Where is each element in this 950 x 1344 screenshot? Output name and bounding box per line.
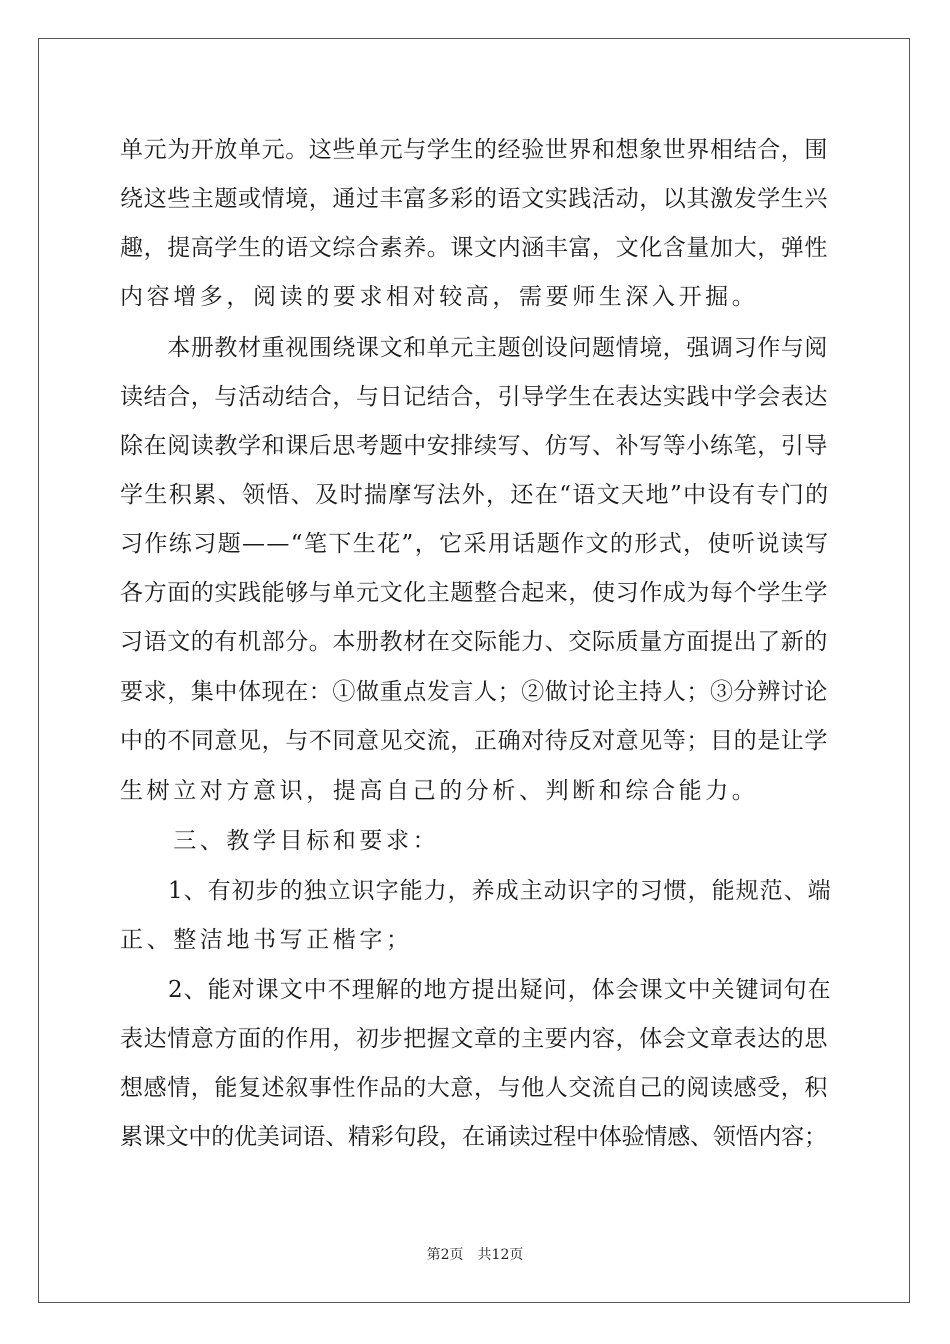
section-heading: 三、教学目标和要求：	[120, 828, 440, 854]
page-number: 第2页 共12页	[426, 1247, 524, 1263]
text-line: 生树立对方意识，提高自己的分析、判断和综合能力。	[120, 778, 759, 804]
text-line: 想感情，能复述叙事性作品的大意，与他人交流自己的阅读感受，积	[120, 1075, 828, 1101]
text-line: 习作练习题——“笔下生花”，它采用话题作文的形式，使听说读写	[120, 531, 830, 557]
text-line: 正、整洁地书写正楷字；	[120, 927, 413, 953]
text-line: 各方面的实践能够与单元文化主题整合起来，使习作成为每个学生学	[120, 580, 828, 606]
text-line: 本册教材重视围绕课文和单元主题创设问题情境，强调习作与阅	[120, 335, 828, 361]
text-line: 单元为开放单元。这些单元与学生的经验世界和想象世界相结合，围	[120, 137, 828, 163]
text-line: 除在阅读教学和课后思考题中安排续写、仿写、补写等小练笔，引导	[120, 433, 828, 459]
page-footer	[0, 1245, 950, 1265]
text-line: 读结合，与活动结合，与日记结合，引导学生在表达实践中学会表达	[120, 384, 828, 410]
text-line: 习语文的有机部分。本册教材在交际能力、交际质量方面提出了新的	[120, 629, 828, 655]
text-line: 要求，集中体现在：①做重点发言人；②做讨论主持人；③分辨讨论	[120, 679, 828, 705]
text-line: 趣，提高学生的语文综合素养。课文内涵丰富，文化含量加大，弹性	[120, 235, 828, 261]
text-line: 表达情意方面的作用，初步把握文章的主要内容，体会文章表达的思	[120, 1026, 828, 1052]
text-line: 中的不同意见，与不同意见交流，正确对待反对意见等；目的是让学	[120, 728, 828, 754]
text-line: 2、能对课文中不理解的地方提出疑问，体会课文中关键词句在	[120, 977, 832, 1003]
text-line: 1、有初步的独立识字能力，养成主动识字的习惯，能规范、端	[120, 878, 832, 904]
text-line: 学生积累、领悟、及时揣摩写法外，还在“语文天地”中设有专门的	[120, 482, 830, 508]
text-line: 累课文中的优美词语、精彩句段，在诵读过程中体验情感、领悟内容；	[120, 1124, 827, 1150]
text-line: 绕这些主题或情境，通过丰富多彩的语文实践活动，以其激发学生兴	[120, 186, 828, 212]
text-line: 内容增多，阅读的要求相对较高，需要师生深入开掘。	[120, 284, 759, 310]
